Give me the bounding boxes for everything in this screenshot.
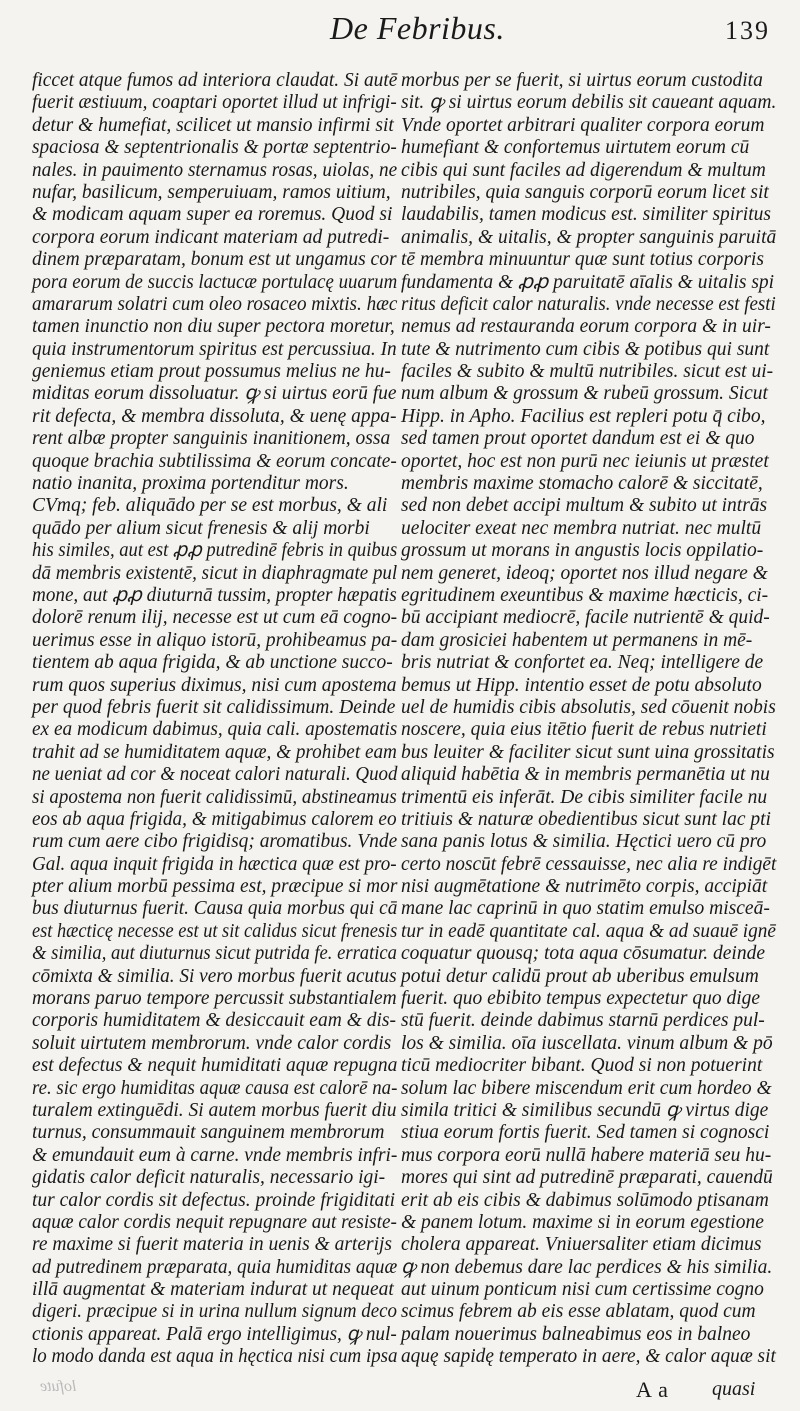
text-line: per quod febris fuerit sit calidissimum. Deinde: [32, 696, 396, 718]
text-line: sed non debet accipi multum & subito ut intrās: [401, 495, 768, 517]
text-line: rum quos superius diximus, nisi cum apostema: [32, 674, 397, 696]
text-line: eos ab aqua frigida, & mitigabimus calorem eo: [32, 808, 397, 830]
text-line: cōmixta & similia. Si vero morbus fuerit acutus: [32, 965, 397, 987]
text-line: quia instrumentorum spiritus est percussiua. In: [32, 338, 397, 360]
text-line: re maxime si fuerit materia in uenis & arterijs: [32, 1234, 392, 1256]
text-line: nisi augmētatione & nutrimēto corpis, accipiāt: [401, 876, 768, 898]
text-line: certo noscūt febrē cessauisse, nec alia re indigēt: [401, 853, 777, 875]
text-line: sit. ꝙ si uirtus eorum debilis sit caueant aquam.: [401, 92, 777, 114]
text-line: mus corpora eorū nullā habere materiā seu hu-: [401, 1144, 772, 1166]
text-line: animalis, & uitalis, & propter sanguinis paruitā: [401, 226, 777, 248]
text-line: membris maxime stomacho calorē & siccitatē,: [401, 473, 763, 495]
text-line: aquę sapidę temperato in aere, & calor aquæ sit: [401, 1346, 776, 1368]
text-line: fuerit æstiuum, coaptari oportet illud ut infrigi-: [32, 92, 397, 114]
text-line: si apostema non fuerit calidissimū, abstineamus: [32, 786, 397, 808]
text-line: dolorē renum ilij, necesse est ut cum eā cogno-: [32, 607, 398, 629]
text-line: coquatur quousq; tota aqua cōsumatur. deinde: [401, 943, 765, 965]
text-line: uel de humidis cibis absolutis, sed cōuenit nobis: [401, 696, 776, 718]
bleed-through-text: lofute: [40, 1378, 77, 1395]
text-line: est defectus & nequit humiditati aquæ repugna: [32, 1055, 398, 1077]
text-line: solum lac bibere miscendum erit cum hordeo &: [401, 1077, 772, 1099]
running-title: De Febribus.: [330, 10, 505, 46]
right-text-column: [401, 70, 776, 1369]
text-line: bemus ut Hipp. intentio esset de potu absoluto: [401, 674, 762, 696]
text-line: dam grosiciei habentem ut permanens in mē-: [401, 629, 753, 651]
text-line: ex ea modicum dabimus, quia cali. apostematis: [32, 719, 398, 741]
text-line: oportet, hoc est non purū nec ieiunis ut præstet: [401, 450, 769, 472]
page-number: 139: [725, 16, 770, 45]
text-line: ad putredinem præparata, quia humiditas aquæ: [32, 1256, 398, 1278]
text-line: tur in eadē quantitate cal. aqua & ad suauē ignē: [401, 920, 776, 942]
text-line: soluit uirtutem membrorum. vnde calor cordis: [32, 1032, 392, 1054]
text-line: miditas eorum dissoluatur. ꝙ si uirtus eorū fue: [32, 383, 397, 405]
text-line: & panem lotum. maxime si in eorum egestione: [401, 1211, 764, 1233]
text-line: detur & humefiat, scilicet ut mansio infirmi sit: [32, 114, 394, 136]
text-line: scimus febrem ab eis esse ablatam, quod cum: [401, 1301, 756, 1323]
text-line: Vnde oportet arbitrari qualiter corpora eorum: [401, 114, 765, 136]
text-line: morans paruo tempore percussit substantialem: [32, 988, 397, 1010]
text-line: simila tritici & similibus secundū ꝙ virtus dige: [401, 1099, 769, 1121]
text-line: ficcet atque fumos ad interiora claudat. Si autē: [32, 70, 398, 91]
text-line: amararum solatri cum oleo rosaceo mixtis. hæc: [32, 293, 398, 315]
text-line: ne ueniat ad cor & noceat calori naturali. Quod: [32, 764, 398, 786]
text-line: faciles & subito & multū nutribiles. sicut est ui-: [401, 361, 774, 383]
text-line: aliquid habētia & in membris permanētia ut nu: [401, 764, 770, 786]
text-line: tur calor cordis sit defectus. proinde frigiditati: [32, 1189, 396, 1211]
text-line: & modicam aquam super ea roremus. Quod si: [32, 204, 393, 226]
text-line: trahit ad se humiditatem aquæ, & prohibet eam: [32, 741, 397, 763]
text-line: corpora eorum indicant materiam ad putredi-: [32, 226, 390, 248]
text-line: spaciosa & septentrionalis & portæ septentrio-: [32, 137, 397, 159]
text-line: cibis qui sunt faciles ad digerendum & multum: [401, 159, 766, 181]
text-line: his similes, aut est ꝓꝓ putredinē febris in quibus: [32, 540, 398, 562]
text-line: sana panis lotus & similia. Hęctici uero cū pro: [401, 831, 767, 853]
text-line: re. sic ergo humiditas aquæ causa est calorē na-: [32, 1077, 398, 1099]
text-line: morbus per se fuerit, si uirtus eorum custodita: [401, 70, 763, 91]
text-line: erit ab eis cibis & dabimus solūmodo ptisanam: [401, 1189, 769, 1211]
text-line: bus diuturnus fuerit. Causa quia morbus qui cā: [32, 898, 398, 920]
text-line: stū fuerit. deinde dabimus starnū perdices pul-: [401, 1010, 765, 1032]
text-line: pter alium morbū pessima est, præcipue si mor: [32, 876, 398, 898]
text-line: turnus, consummauit sanguinem membrorum: [32, 1122, 385, 1144]
text-line: natio inanita, proxima portenditur mors.: [32, 473, 349, 495]
text-line: nufar, basilicum, semperuiuam, ramos uitium,: [32, 181, 391, 203]
text-line: geniemus etiam prout possumus melius ne hu-: [32, 361, 391, 383]
text-line: ritus deficit calor naturalis. vnde necesse est festi: [401, 293, 776, 315]
text-line: rum cum aere cibo frigidisq; aromatibus. Vnde: [32, 831, 398, 853]
text-line: aut uinum ponticum nisi cum certissime cogno: [401, 1279, 764, 1301]
text-line: est hæcticę necesse est ut sit calidus sicut frenesis: [32, 920, 398, 942]
text-line: fundamenta & ꝓꝓ paruitatē aīalis & uitalis spi: [401, 271, 775, 293]
text-line: humefiant & confortemus uirtutem eorum cū: [401, 137, 750, 159]
text-line: digeri. præcipue si in urina nullum signum deco: [32, 1301, 398, 1323]
catchword: quasi: [712, 1378, 756, 1400]
text-line: tientem ab aqua frigida, & ab unctione succo-: [32, 652, 393, 674]
text-line: corporis humiditatem & desiccauit eam & dis-: [32, 1010, 396, 1032]
text-line: trimentū eis inferāt. De cibis similiter facile nu: [401, 786, 768, 808]
text-line: stiua eorum fortis fuerit. Sed tamen si cognosci: [401, 1122, 770, 1144]
text-line: mane lac caprinū in quo statim emulso misceā-: [401, 898, 770, 920]
text-line: ctionis appareat. Palā ergo intelligimus, ꝙ nul-: [32, 1323, 397, 1345]
text-line: tute & nutrimento cum cibis & potibus qui sunt: [401, 338, 770, 360]
text-line: Hipp. in Apho. Facilius est repleri potu q̄ cibo,: [401, 405, 766, 427]
text-line: tē membra minuuntur quæ sunt totius corporis: [401, 249, 764, 271]
text-line: bū accipiant mediocrē, facile nutrientē & quid-: [401, 607, 770, 629]
text-line: fuerit. quo ebibito tempus expectetur quo dige: [401, 988, 761, 1010]
text-line: sed tamen prout oportet dandum est ei & quo: [401, 428, 755, 450]
text-line: palam nouerimus balneabimus eos in balneo: [401, 1323, 751, 1345]
text-line: laudabilis, tamen modicus est. similiter spiritus: [401, 204, 771, 226]
text-line: dā membris existentē, sicut in diaphragmate pul: [32, 562, 398, 584]
text-line: pora eorum de succis lactucæ portulacę uuarum: [32, 271, 398, 293]
text-line: cholera appareat. Vniuersaliter etiam dicimus: [401, 1234, 762, 1256]
text-line: bris nutriat & confortet ea. Neq; intelligere de: [401, 652, 764, 674]
text-line: tritiuis & naturæ obedientibus sicut sunt lac pti: [401, 808, 771, 830]
text-line: grossum ut morans in angustis locis oppilatio-: [401, 540, 764, 562]
text-line: rit defecta, & membra dissoluta, & uenę appa-: [32, 405, 397, 427]
text-line: los & similia. oīa iuscellata. vinum album & pō: [401, 1032, 773, 1054]
text-line: quādo per alium sicut frenesis & alij morbi: [32, 517, 370, 539]
text-line: nutribiles, quia sanguis corporū eorum licet sit: [401, 181, 769, 203]
text-line: Gal. aqua inquit frigida in hæctica quæ est pro-: [32, 853, 397, 875]
text-line: ticū mediocriter bibant. Quod si non potuerint: [401, 1055, 763, 1077]
text-line: lo modo danda est aqua in hęctica nisi cum ipsa: [32, 1346, 398, 1368]
text-line: & emundauit eum à carne. vnde membris infri-: [32, 1144, 398, 1166]
text-line: egritudinem exeuntibus & maxime hæcticis, ci-: [401, 584, 769, 606]
text-line: nemus ad restauranda eorum corpora & in uir-: [401, 316, 771, 338]
text-line: ꝙ non debemus dare lac perdices & his similia.: [401, 1256, 773, 1278]
text-line: CVmq; feb. aliquādo per se est morbus, & ali: [32, 495, 388, 517]
text-line: illā augmentat & materiam indurat ut nequeat: [32, 1279, 394, 1301]
text-line: mone, aut ꝓꝓ diuturnā tussim, propter hæpatis: [32, 584, 397, 606]
text-line: turalem extinguēdi. Si autem morbus fuerit diu: [32, 1099, 397, 1121]
text-line: bus leuiter & faciliter sicut sunt uina grossitatis: [401, 741, 775, 763]
text-line: quoque brachia subtilissima & eorum concate-: [32, 450, 397, 472]
text-line: rent albæ propter sanguinis inanitionem, ossa: [32, 428, 391, 450]
text-line: uelociter exeat nec membra nutriat. nec multū: [401, 517, 762, 539]
signature-mark: A a: [636, 1377, 669, 1402]
text-line: tamen inunctio non diu super pectora moretur,: [32, 316, 395, 338]
text-line: noscere, quia eius itētio fuerit de rebus nutrieti: [401, 719, 767, 741]
text-line: gidatis calor deficit naturalis, necessario igi-: [32, 1167, 386, 1189]
text-line: mores qui sint ad putredinē præparati, cauendū: [401, 1167, 773, 1189]
text-line: potui detur calidū prout ab uberibus emulsum: [401, 965, 759, 987]
text-line: dinem præparatam, bonum est ut ungamus cor: [32, 249, 397, 271]
text-line: nem generet, ideoq; oportet nos illud negare &: [401, 562, 768, 584]
text-line: num album & grossum & rubeū grossum. Sicut: [401, 383, 768, 405]
text-line: uerimus esse in aliquo istorū, prohibeamus pa-: [32, 629, 398, 651]
left-text-column: [32, 70, 397, 1369]
text-line: & similia, aut diuturnus sicut putrida fe. erratica: [32, 943, 397, 965]
text-line: nales. in pauimento sternamus rosas, uiolas, ne: [32, 159, 398, 181]
text-line: aquæ calor cordis nequit repugnare aut resiste-: [32, 1211, 397, 1233]
